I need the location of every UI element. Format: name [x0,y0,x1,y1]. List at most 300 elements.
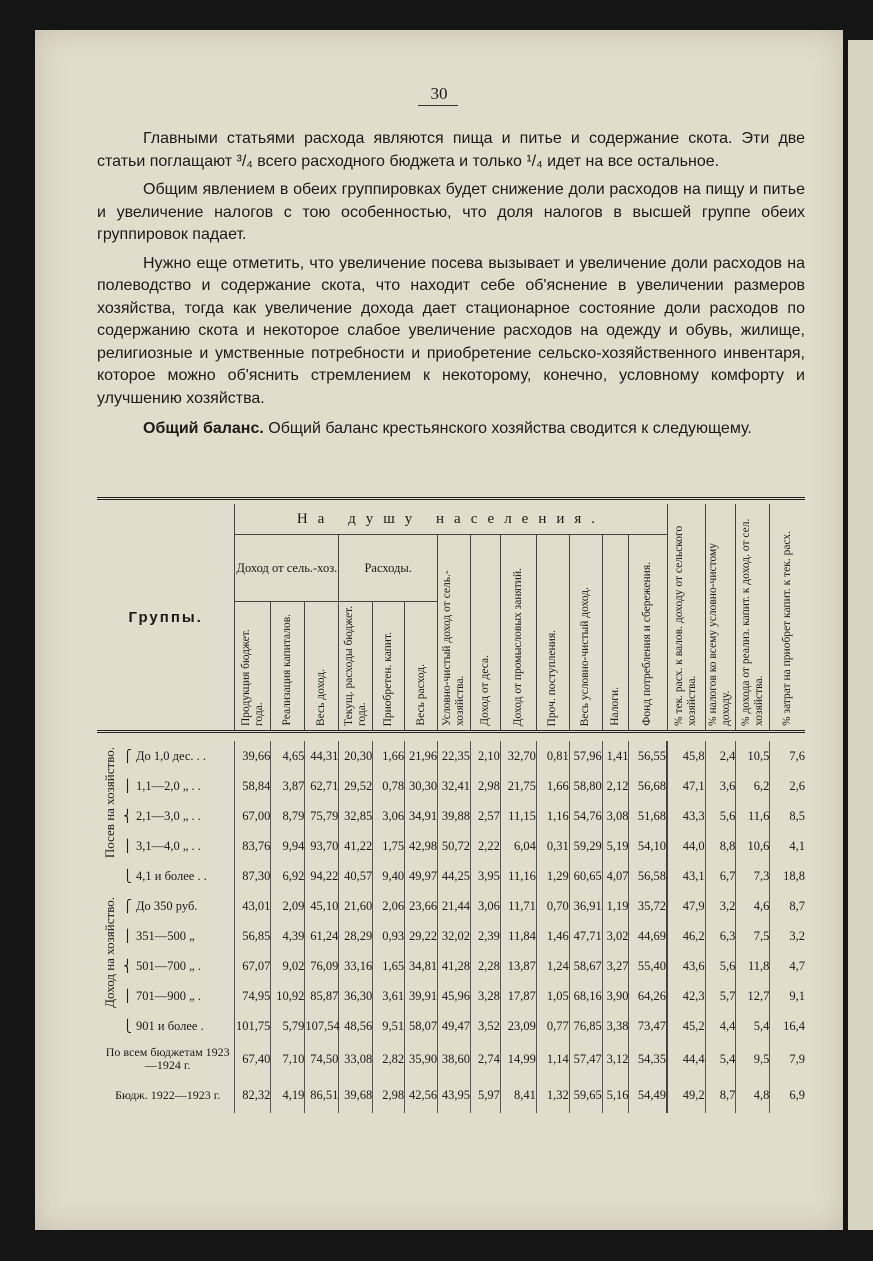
section-label-2: Доход на хозяйство. [102,896,117,1008]
col-header-1 [235,602,271,731]
table-cell: 44,4 [667,1041,705,1077]
table-cell: 6,3 [705,921,736,951]
table-cell: 39,66 [235,741,271,771]
table-cell: 21,44 [438,891,471,921]
table-cell: 32,41 [438,771,471,801]
table-cell: 3,08 [602,801,629,831]
table-cell: 42,98 [405,831,438,861]
totals-row [97,1041,805,1077]
table-cell: 1,65 [373,951,405,981]
table-cell: 6,92 [271,861,305,891]
brace-mark: ⎩ [123,1018,132,1033]
table-row [97,951,805,981]
col-header-text-7: Условно-чистый доход от сель.-хозяйства. [441,570,467,726]
col-header-text-9: Доход от промысловых занятий. [511,567,524,726]
table-cell: 3,95 [471,861,501,891]
table-cell: 3,87 [271,771,305,801]
col-header-text-10: Проч. поступления. [546,629,559,726]
table-cell: 58,84 [235,771,271,801]
balance-paragraph [97,418,805,441]
table-cell: 11,84 [500,921,536,951]
table-cell: 3,61 [373,981,405,1011]
table-cell: 1,14 [536,1041,569,1077]
table-cell: 13,87 [500,951,536,981]
table-cell: 49,2 [667,1077,705,1113]
table-cell: 51,68 [629,801,667,831]
table-cell: 87,30 [235,861,271,891]
income-group-header: Доход от сель.-хоз. [235,535,339,602]
col-header-text-3: Весь доход. [315,668,328,726]
col-header-text-6: Весь расход. [414,664,427,726]
table-cell: 58,80 [569,771,602,801]
table-cell: 14,99 [500,1041,536,1077]
table-cell: 44,25 [438,861,471,891]
table-cell: 59,65 [569,1077,602,1113]
table-row [97,771,805,801]
table-cell: 4,7 [770,951,805,981]
table-cell: 5,6 [705,801,736,831]
table-cell: 0,81 [536,741,569,771]
table-cell: 1,66 [536,771,569,801]
table-cell: 38,60 [438,1041,471,1077]
table-cell: 1,29 [536,861,569,891]
col-header-9 [500,535,536,731]
table-cell: 2,98 [373,1077,405,1113]
table-cell: 50,72 [438,831,471,861]
col-header-10 [536,535,569,731]
table-cell: 93,70 [305,831,339,861]
col-header-text-1: Продукция бюджет. года. [239,629,265,726]
table-cell: 4,07 [602,861,629,891]
table-cell: 30,30 [405,771,438,801]
table-cell: 4,1 [770,831,805,861]
col-header-text-4: Текущ. расходы бюджет. года. [342,605,368,726]
row-label [97,951,235,981]
table-cell: 35,72 [629,891,667,921]
col-header-8 [471,535,501,731]
table-cell: 2,28 [471,951,501,981]
table-cell: 29,22 [405,921,438,951]
brace-mark: ⎪ [123,928,132,943]
table-cell: 45,10 [305,891,339,921]
table-cell: 3,2 [770,921,805,951]
table-cell: 6,04 [500,831,536,861]
page-number-rule [418,105,458,106]
table-cell: 8,79 [271,801,305,831]
table-cell: 82,32 [235,1077,271,1113]
balance-text: Общий баланс крестьянского хозяйства сводится к следующему. [263,420,752,437]
table-cell: 9,51 [373,1011,405,1041]
table-cell: 5,19 [602,831,629,861]
table-cell: 32,70 [500,741,536,771]
header-row-1 [97,504,805,535]
col-header-16 [736,504,770,730]
table-cell: 8,41 [500,1077,536,1113]
table-cell: 49,97 [405,861,438,891]
brace-mark: ⎨ [123,808,132,823]
col-header-12 [602,535,629,731]
table-row [97,801,805,831]
brace-mark: ⎧ [123,898,132,913]
table-cell: 5,79 [271,1011,305,1041]
table-cell: 43,6 [667,951,705,981]
table-cell: 21,60 [339,891,373,921]
table-cell: 3,06 [373,801,405,831]
table-cell: 2,4 [705,741,736,771]
table-cell: 5,7 [705,981,736,1011]
table-cell: 2,98 [471,771,501,801]
table-cell: 1,66 [373,741,405,771]
col-header-17 [770,504,805,730]
spacer-row [97,732,805,742]
table-cell: 9,40 [373,861,405,891]
table-cell: 58,67 [569,951,602,981]
table-cell: 43,3 [667,801,705,831]
table-cell: 20,30 [339,741,373,771]
table-cell: 9,1 [770,981,805,1011]
table-cell: 55,40 [629,951,667,981]
spacer [97,732,805,742]
col-header-text-12: Налоги. [609,687,622,726]
brace-mark: ⎪ [123,988,132,1003]
table-cell: 2,12 [602,771,629,801]
table-cell: 11,71 [500,891,536,921]
table-cell: 32,85 [339,801,373,831]
paragraph-2: Общим явлением в обеих группировках будет снижение доли расходов на пищу и питье и увеличение налогов с тою особенностью, что доля налогов в высшей группе обеих группировок падает. [97,181,805,243]
table-cell: 94,22 [305,861,339,891]
table-cell: 36,30 [339,981,373,1011]
table-cell: 58,07 [405,1011,438,1041]
row-label [97,801,235,831]
table-cell: 57,96 [569,741,602,771]
table-cell: 2,82 [373,1041,405,1077]
table-cell: 2,57 [471,801,501,831]
table-cell: 3,27 [602,951,629,981]
row-label [97,831,235,861]
table-cell: 7,6 [770,741,805,771]
table-cell: 7,3 [736,861,770,891]
table-row [97,1011,805,1041]
table-cell: 45,96 [438,981,471,1011]
table-cell: 47,71 [569,921,602,951]
table-cell: 8,7 [770,891,805,921]
row-label [97,981,235,1011]
table-cell: 9,94 [271,831,305,861]
table-cell: 57,47 [569,1041,602,1077]
col-header-3 [305,602,339,731]
table-cell: 8,8 [705,831,736,861]
table-cell: 17,87 [500,981,536,1011]
col-header-11 [569,535,602,731]
totals-row [97,1077,805,1113]
col-header-13 [629,535,667,731]
table-cell: 34,91 [405,801,438,831]
table-cell: 7,9 [770,1041,805,1077]
table-cell: 62,71 [305,771,339,801]
table-cell: 101,75 [235,1011,271,1041]
table-cell: 67,40 [235,1041,271,1077]
table-cell: 1,19 [602,891,629,921]
table-cell: 11,15 [500,801,536,831]
table-cell: 10,92 [271,981,305,1011]
table-cell: 3,90 [602,981,629,1011]
brace-mark: ⎪ [123,778,132,793]
table-cell: 40,57 [339,861,373,891]
table-cell: 85,87 [305,981,339,1011]
table-cell: 1,46 [536,921,569,951]
table-cell: 33,08 [339,1041,373,1077]
table-cell: 74,50 [305,1041,339,1077]
table-cell: 1,41 [602,741,629,771]
table-cell: 42,56 [405,1077,438,1113]
table-cell: 75,79 [305,801,339,831]
table-cell: 54,35 [629,1041,667,1077]
table-cell: 8,5 [770,801,805,831]
table-cell: 3,28 [471,981,501,1011]
col-header-7 [438,535,471,731]
table-cell: 45,8 [667,741,705,771]
table-cell: 61,24 [305,921,339,951]
table-cell: 56,55 [629,741,667,771]
table-cell: 6,9 [770,1077,805,1113]
totals-label: Бюдж. 1922—1923 г. [115,1087,221,1102]
col-header-5 [373,602,405,731]
table-cell: 68,16 [569,981,602,1011]
table-cell: 2,74 [471,1041,501,1077]
col-header-text-5: Приобретен. капит. [382,631,395,726]
table-cell: 3,38 [602,1011,629,1041]
table-cell: 2,22 [471,831,501,861]
table-cell: 86,51 [305,1077,339,1113]
table-cell: 3,06 [471,891,501,921]
table-cell: 7,5 [736,921,770,951]
table-cell: 23,09 [500,1011,536,1041]
table-cell: 49,47 [438,1011,471,1041]
col-header-text-2: Реализация капиталов. [281,614,294,726]
expense-group-header: Расходы. [339,535,438,602]
table-cell: 3,2 [705,891,736,921]
table-row [97,861,805,891]
table-cell: 56,68 [629,771,667,801]
table-cell: 5,97 [471,1077,501,1113]
row-label-text: 4,1 и более . . [136,868,207,883]
table-cell: 43,95 [438,1077,471,1113]
table-cell: 43,1 [667,861,705,891]
table-cell: 54,49 [629,1077,667,1113]
paragraph-1: Главными статьями расхода являются пища и питье и содержание скота. Эти две статьи поглащают ³/₄ всего расходного бюджета и только ¹/₄ идет на все остальное. [97,130,805,170]
table-cell: 2,06 [373,891,405,921]
table-cell: 6,7 [705,861,736,891]
table-cell: 39,68 [339,1077,373,1113]
table-cell: 4,39 [271,921,305,951]
table-cell: 4,6 [736,891,770,921]
table-cell: 0,93 [373,921,405,951]
col-header-4 [339,602,373,731]
row-label [97,861,235,891]
table-cell: 43,01 [235,891,271,921]
col-header-text-8: Доход от деса. [478,655,491,726]
table-cell: 54,76 [569,801,602,831]
table-cell: 3,02 [602,921,629,951]
table-cell: 4,8 [736,1077,770,1113]
book-page [35,30,843,1230]
col-header-text-11: Весь условно-чистый доход. [579,586,592,726]
table-cell: 48,56 [339,1011,373,1041]
balance-heading: Общий баланс. [143,420,264,437]
row-label-text: 501—700 „ . [136,958,201,973]
table-cell: 11,16 [500,861,536,891]
row-label-text: 701—900 „ . [136,988,201,1003]
table-cell: 34,81 [405,951,438,981]
brace-mark: ⎨ [123,958,132,973]
col-header-text-13: Фонд потребления и сбережения. [641,562,654,726]
table-row [97,741,805,771]
groups-header: Группы. [128,608,203,626]
table-cell: 10,5 [736,741,770,771]
table-cell: 10,6 [736,831,770,861]
col-header-6 [405,602,438,731]
table-cell: 41,22 [339,831,373,861]
table-cell: 2,09 [271,891,305,921]
table-cell: 39,88 [438,801,471,831]
table-cell: 2,10 [471,741,501,771]
row-label-text: 351—500 „ [136,928,195,943]
table-cell: 32,02 [438,921,471,951]
table-cell: 44,31 [305,741,339,771]
table-row [97,981,805,1011]
row-label [97,771,235,801]
table-cell: 47,9 [667,891,705,921]
table-cell: 1,16 [536,801,569,831]
table-cell: 1,75 [373,831,405,861]
table-cell: 67,00 [235,801,271,831]
table-cell: 59,29 [569,831,602,861]
page-number: 30 [430,84,448,103]
table-cell: 60,65 [569,861,602,891]
table-cell: 107,54 [305,1011,339,1041]
table-cell: 33,16 [339,951,373,981]
table-cell: 1,24 [536,951,569,981]
col-header-text-17: % затрат на приобрет капит. к тек. расх. [781,531,794,726]
table-cell: 5,16 [602,1077,629,1113]
table-cell: 21,75 [500,771,536,801]
table-cell: 73,47 [629,1011,667,1041]
table-cell: 0,70 [536,891,569,921]
table-cell: 56,58 [629,861,667,891]
table-cell: 4,19 [271,1077,305,1113]
table-cell: 0,78 [373,771,405,801]
totals-label: По всем бюджетам 1923—1924 г. [105,1045,230,1072]
col-header-14 [667,504,705,730]
table-cell: 8,7 [705,1077,736,1113]
table-cell: 4,4 [705,1011,736,1041]
table-cell: 2,6 [770,771,805,801]
table-cell: 39,91 [405,981,438,1011]
table-cell: 9,02 [271,951,305,981]
table-cell: 76,85 [569,1011,602,1041]
table-cell: 0,77 [536,1011,569,1041]
row-label-text: 901 и более . [136,1018,204,1033]
table-cell: 67,07 [235,951,271,981]
table-cell: 41,28 [438,951,471,981]
table-cell: 46,2 [667,921,705,951]
brace-mark: ⎩ [123,868,132,883]
table-cell: 1,05 [536,981,569,1011]
table-cell: 47,1 [667,771,705,801]
table-cell: 44,0 [667,831,705,861]
row-label-text: 3,1—4,0 „ . . [136,838,201,853]
table-cell: 7,10 [271,1041,305,1077]
col-header-text-16: % дохода от реализ. капит. к доход. от сел. хозяйства. [739,518,765,726]
table-cell: 5,4 [736,1011,770,1041]
table-cell: 5,6 [705,951,736,981]
table-cell: 45,2 [667,1011,705,1041]
table-cell: 83,76 [235,831,271,861]
table-cell: 3,12 [602,1041,629,1077]
brace-mark: ⎧ [123,748,132,763]
row-label-text: До 350 руб. [136,898,198,913]
table-cell: 16,4 [770,1011,805,1041]
body-text [97,128,805,447]
table-cell: 4,65 [271,741,305,771]
table-cell: 11,6 [736,801,770,831]
table-cell: 74,95 [235,981,271,1011]
row-label-text: До 1,0 дес. . . [136,748,207,763]
table-cell: 3,52 [471,1011,501,1041]
table-cell: 56,85 [235,921,271,951]
table-cell: 76,09 [305,951,339,981]
brace-mark: ⎪ [123,838,132,853]
table-cell: 21,96 [405,741,438,771]
next-page-edge [848,40,873,1230]
table-cell: 3,6 [705,771,736,801]
table-cell: 9,5 [736,1041,770,1077]
table-cell: 35,90 [405,1041,438,1077]
col-header-2 [271,602,305,731]
row-label-text: 1,1—2,0 „ . . [136,778,201,793]
table-cell: 64,26 [629,981,667,1011]
col-header-text-14: % тек. расх. к валов. доходу от сельского хозяйства. [673,525,699,726]
table-cell: 42,3 [667,981,705,1011]
paragraph-3: Нужно еще отметить, что увеличение посева вызывает и увеличение доли расходов на полеводство и содержание скота, что находит себе об'яснение в увеличении размеров хозяйства, тогда как увеличение дохода дает стационарное состояние доли расходов по содержанию скота и некоторое слабое увеличение расходов на одежду и обувь, жилище, религиозные и умственные потребности и приобретение сельско-хозяйственного инвентаря, которое можно об'яснить стремлением к некоторому, конечно, условному комфорту и улучшению хозяйства. [97,254,805,407]
table-cell: 44,69 [629,921,667,951]
table-cell: 0,31 [536,831,569,861]
table-cell: 2,39 [471,921,501,951]
table-row [97,831,805,861]
row-label [97,921,235,951]
table-cell: 18,8 [770,861,805,891]
table-cell: 1,32 [536,1077,569,1113]
table-cell: 54,10 [629,831,667,861]
section-label-1: Посев на хозяйство. [102,746,117,858]
table-cell: 22,35 [438,741,471,771]
row-label [97,1011,235,1041]
col-header-text-15: % налогов ко всему условно-чистому доходу. [707,542,733,726]
table-cell: 6,2 [736,771,770,801]
table-cell: 11,8 [736,951,770,981]
table-cell: 36,91 [569,891,602,921]
per-capita-header: На душу населения. [235,504,667,535]
table-cell: 5,4 [705,1041,736,1077]
row-label-text: 2,1—3,0 „ . . [136,808,201,823]
table-row [97,921,805,951]
table-cell: 12,7 [736,981,770,1011]
table-cell: 28,29 [339,921,373,951]
table-row [97,891,805,921]
table-cell: 29,52 [339,771,373,801]
table-cell: 23,66 [405,891,438,921]
balance-table [97,497,805,1113]
